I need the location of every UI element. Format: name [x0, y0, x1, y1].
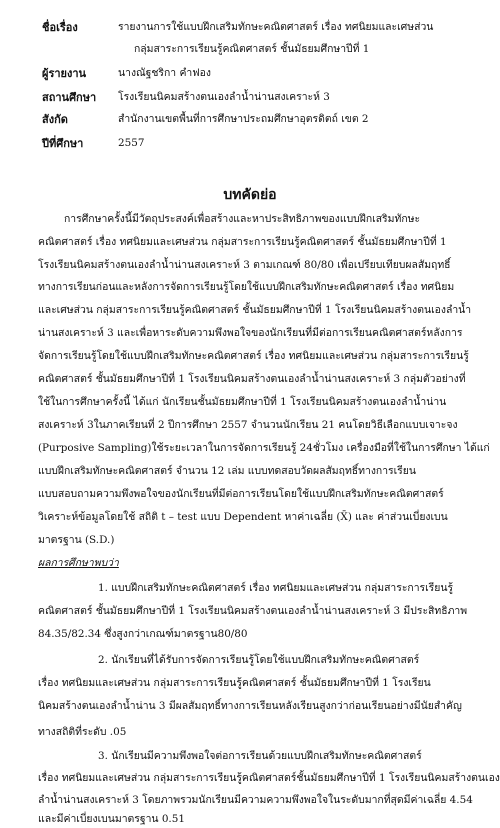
result-1-line: 84.35/82.34 ซึ่งสูงกว่าเกณฑ์มาตรฐาน80/80 [38, 628, 248, 640]
p1-line: แบบฝึกเสริมทักษะคณิตศาสตร์ จำนวน 12 เล่ม แบบทดสอบวัดผลสัมฤทธิ์ทางการเรียน [38, 465, 416, 477]
subject-label: ชื่อเรื่อง [42, 21, 78, 34]
p1-line: สงเคราะห์ 3ในภาคเรียนที่ 2 ปีการศึกษา 2557 จำนวนนักเรียน 21 คนโดยวิธีเลือกแบบเจาะจง [38, 419, 458, 431]
school-value: โรงเรียนนิคมสร้างตนเองลำน้ำน่านสงเคราะห์ 3 [118, 91, 330, 103]
abstract-title: บทคัดย่อ [223, 187, 277, 203]
result-1-line: 1. แบบฝึกเสริมทักษะคณิตศาสตร์ เรื่อง ทศนิยมและเศษส่วน กลุ่มสาระการเรียนรู้ [98, 582, 454, 594]
p1-line: จัดการเรียนรู้โดยใช้แบบฝึกเสริมทักษะคณิตศาสตร์ เรื่อง ทศนิยมและเศษส่วน กลุ่มสาระการเรียนรู้ [38, 350, 469, 362]
result-2-line: ทางสถิติที่ระดับ .05 [38, 726, 127, 738]
subject-line-1: รายงานการใช้แบบฝึกเสริมทักษะคณิตศาสตร์ เรื่อง ทศนิยมและเศษส่วน [118, 21, 434, 33]
affiliation-value: สำนักงานเขตพื้นที่การศึกษาประถมศึกษาอุตรดิตถ์ เขต 2 [118, 113, 369, 125]
p1-line: แบบสอบถามความพึงพอใจของนักเรียนที่มีต่อการเรียนโดยใช้แบบฝึกเสริมทักษะคณิตศาสตร์ [38, 488, 444, 500]
p1-line: และเศษส่วน กลุ่มสาระการเรียนรู้คณิตศาสตร์ ชั้นมัธยมศึกษาปีที่ 1 โรงเรียนนิคมสร้างตนเองลำน้ำ [38, 304, 472, 316]
p1-line: มาตรฐาน (S.D.) [38, 534, 115, 546]
year-value: 2557 [118, 137, 145, 149]
p1-line: คณิตศาสตร์ ชั้นมัธยมศึกษาปีที่ 1 โรงเรียนนิคมสร้างตนเองลำน้ำน่านสงเคราะห์ 3 กลุ่มตัวอย่างที่ [38, 373, 466, 385]
p1-line: การศึกษาครั้งนี้มีวัตถุประสงค์เพื่อสร้างและหาประสิทธิภาพของแบบฝึกเสริมทักษะ [64, 213, 421, 225]
p1-line: ทางการเรียนก่อนและหลังการจัดการเรียนรู้โดยใช้แบบฝึกเสริมทักษะคณิตศาสตร์ เรื่อง ทศนิยม [38, 281, 455, 293]
result-3-line: และมีค่าเบี่ยงเบนมาตรฐาน 0.51 [38, 813, 185, 825]
result-3-line: 3. นักเรียนมีความพึงพอใจต่อการเรียนด้วยแบบฝึกเสริมทักษะคณิตศาสตร์ [98, 750, 422, 762]
p1-line: น่านสงเคราะห์ 3 และเพื่อหาระดับความพึงพอใจของนักเรียนที่มีต่อการเรียนคณิตศาสตร์หลังการ [38, 327, 463, 339]
school-label: สถานศึกษา [42, 91, 97, 104]
result-3-line: ลำน้ำน่านสงเคราะห์ 3 โดยภาพรวมนักเรียนมีความความพึงพอใจในระดับมากที่สุดมีค่าเฉลี่ย 4.54 [38, 794, 473, 806]
affiliation-label: สังกัด [42, 113, 68, 126]
p1-line: ใช้ในการศึกษาครั้งนี้ ได้แก่ นักเรียนชั้นมัธยมศึกษาปีที่ 1 โรงเรียนนิคมสร้างตนเองลำน้ำน่าน [38, 396, 447, 408]
results-heading: ผลการศึกษาพบว่า [38, 557, 119, 569]
result-2-line: นิคมสร้างตนเองลำน้ำน่าน 3 มีผลสัมฤทธิ์ทางการเรียนหลังเรียนสูงกว่าก่อนเรียนอย่างมีนัยสำคัญ [38, 700, 462, 712]
result-1-line: คณิตศาสตร์ ชั้นมัธยมศึกษาปีที่ 1 โรงเรียนนิคมสร้างตนเองลำน้ำน่านสงเคราะห์ 3 มีประสิทธิภาพ [38, 605, 468, 617]
result-2-line: 2. นักเรียนที่ได้รับการจัดการเรียนรู้โดยใช้แบบฝึกเสริมทักษะคณิตศาสตร์ [98, 654, 420, 666]
p1-line: (Purposive Sampling)ใช้ระยะเวลาในการจัดการเรียนรู้ 24ชั่วโมง เครื่องมือที่ใช้ในการศึกษา ได้แก่ [38, 442, 490, 454]
p1-line: โรงเรียนนิคมสร้างตนเองลำน้ำน่านสงเคราะห์ 3 ตามเกณฑ์ 80/80 เพื่อเปรียบเทียบผลสัมฤทธิ์ [38, 259, 451, 271]
result-3-line: เรื่อง ทศนิยมและเศษส่วน กลุ่มสาระการเรียนรู้คณิตศาสตร์ชั้นมัธยมศึกษาปีที่ 1 โรงเรียนนิคมสร้างตนเอง [38, 772, 500, 784]
reporter-label: ผู้รายงาน [42, 67, 87, 80]
p1-line: วิเคราะห์ข้อมูลโดยใช้ สถิติ t – test แบบ Dependent หาค่าเฉลี่ย (X̄) และ ค่าส่วนเบี่ยงเบน [38, 511, 448, 523]
result-2-line: เรื่อง ทศนิยมและเศษส่วน กลุ่มสาระการเรียนรู้คณิตศาสตร์ ชั้นมัธยมศึกษาปีที่ 1 โรงเรียน [38, 677, 431, 689]
p1-line: คณิตศาสตร์ เรื่อง ทศนิยมและเศษส่วน กลุ่มสาระการเรียนรู้คณิตศาสตร์ ชั้นมัธยมศึกษาปีที่ 1 [38, 236, 447, 248]
subject-line-2: กลุ่มสาระการเรียนรู้คณิตศาสตร์ ชั้นมัธยมศึกษาปีที่ 1 [134, 43, 370, 55]
year-label: ปีที่ศึกษา [42, 137, 84, 150]
reporter-value: นางณัฐชริกา คำฟอง [118, 67, 211, 79]
